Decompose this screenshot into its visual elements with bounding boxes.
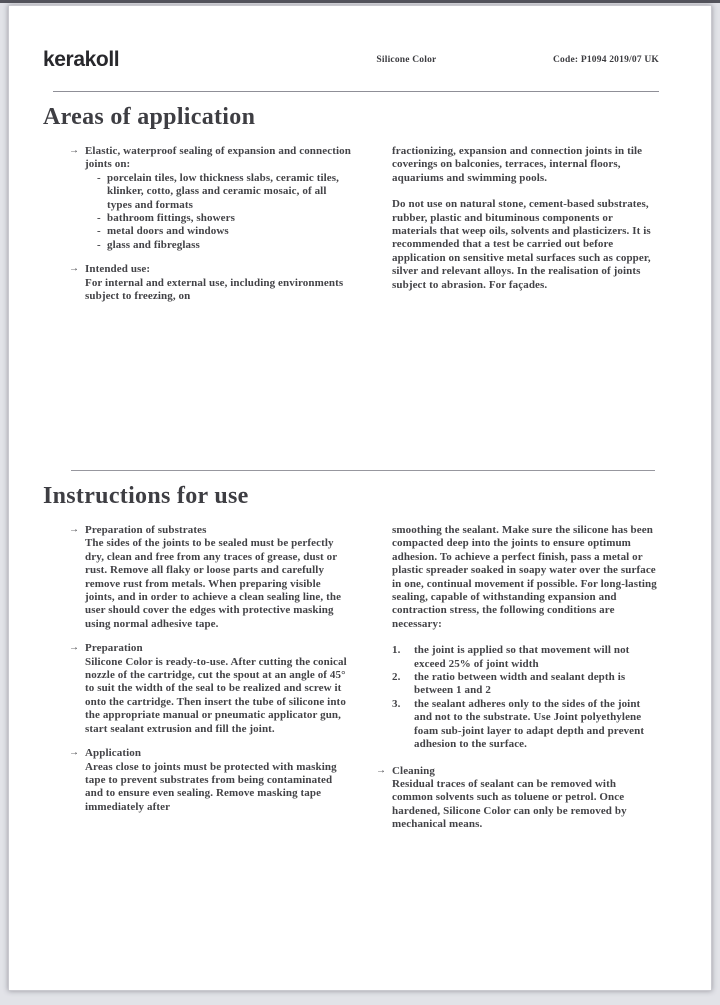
dash-text: glass and fibreglass [107, 238, 200, 251]
header-rule [53, 91, 659, 92]
dash-item [97, 172, 352, 212]
column-left [71, 145, 352, 314]
bullet-body: Areas close to joints must be protected with masking tape to prevent substrates from being contaminated and to ensure even sealing. Remove masking tape immediately after [85, 760, 337, 813]
bullet-item [71, 145, 352, 252]
dash-text: metal doors and windows [107, 225, 229, 238]
dash-item [97, 225, 352, 238]
dash-icon: - [97, 238, 101, 251]
item-number: 1. [392, 644, 401, 657]
section-title: Instructions for use [43, 483, 249, 509]
arrow-bullet-icon: → [69, 263, 80, 275]
bullet-body: Silicone Color is ready-to-use. After cutting the conical nozzle of the cartridge, cut the spout at an angle of 45° to suit the width of the seal to be realized and screw it onto the cartridge. Then insert the tube of silicone into the appropriate manual or pneumatic applicator gun, start sealant extrusion and fill the joint. [85, 655, 347, 735]
bullet-item [71, 642, 352, 736]
bullet-item [71, 263, 352, 303]
column-right [378, 524, 659, 843]
bullet-item [71, 747, 352, 814]
arrow-bullet-icon: → [69, 642, 80, 654]
numbered-item [392, 671, 659, 698]
bullet-label: Preparation [85, 642, 143, 655]
dash-icon: - [97, 171, 101, 184]
bullet-label: Application [85, 747, 142, 760]
two-column-body [71, 524, 659, 843]
column-left [71, 524, 352, 843]
arrow-bullet-icon: → [376, 764, 387, 776]
paragraph: fractionizing, expansion and connection joints in tile coverings on balconies, terraces, internal floors, aquariums and swimming pools. [392, 145, 643, 184]
dash-item [97, 239, 352, 252]
two-column-body [71, 145, 659, 314]
dash-icon: - [97, 212, 101, 225]
numbered-item [392, 698, 659, 752]
bullet-label: Intended use: [85, 263, 151, 276]
bullet-body: The sides of the joints to be sealed must be perfectly dry, clean and free from any traces of grease, dust or rust. Remove all flaky or loose parts and carefully remove rust from metals. When preparing visible joints, and in order to achieve a clean sealing line, the user should cover the edges with protective masking using normal adhesive tape. [85, 537, 342, 630]
bullet-body: Residual traces of sealant can be removed with common solvents such as toluene or petrol. Once hardened, Silicone Color can only be removed by mechanical means. [392, 777, 627, 831]
bullet-text: Elastic, waterproof sealing of expansion and connection joints on: [85, 145, 351, 171]
dash-list [97, 172, 352, 252]
dash-icon: - [97, 225, 101, 238]
section-areas-of-application [43, 102, 659, 470]
bullet-label: Cleaning [392, 764, 435, 777]
dash-text: porcelain tiles, low thickness slabs, ceramic tiles, klinker, cotto, glass and ceramic mosaic, of all types and formats [107, 171, 340, 211]
paragraph: Do not use on natural stone, cement-based substrates, rubber, plastic and bituminous components or materials that weep oils, solvents and plasticizers. It is recommended that a test be carried out before application on sensitive metal surfaces such as copper, silver and relevant alloys. In the realisation of joints subject to abrasion. For façades. [392, 198, 651, 291]
arrow-bullet-icon: → [69, 524, 80, 535]
item-text: the joint is applied so that movement will not exceed 25% of joint width [414, 644, 630, 670]
bullet-item [71, 524, 352, 631]
dash-item [97, 212, 352, 225]
column-right [378, 145, 659, 314]
kerakoll-logo: kerakoll [43, 48, 120, 71]
section-instructions-for-use [43, 481, 659, 843]
arrow-bullet-icon: → [69, 145, 80, 156]
header-document-code: Code: P1094 2019/07 UK [553, 55, 659, 65]
page-header [43, 46, 659, 74]
bullet-label: Preparation of substrates [85, 524, 207, 536]
dash-text: bathroom fittings, showers [107, 212, 235, 225]
bullet-body: For internal and external use, including environments subject to freezing, on [85, 276, 344, 303]
document-page [8, 5, 712, 991]
item-number: 2. [392, 671, 401, 684]
item-text: the sealant adheres only to the sides of the joint and not to the substrate. Use Joint polyethylene foam sub-joint layer to adapt depth and prevent adhesion to the surface. [414, 697, 645, 751]
section-divider-rule [71, 470, 655, 471]
item-number: 3. [392, 697, 401, 710]
numbered-item [392, 644, 659, 671]
bullet-item [378, 765, 659, 832]
header-product-name: Silicone Color [376, 55, 437, 65]
paragraph: smoothing the sealant. Make sure the silicone has been compacted deep into the joints to ensure optimum adhesion. To achieve a perfect finish, pass a metal or plastic spreader soaked in soapy water over the surface in one, continual movement if possible. For long-lasting sealing, capable of withstanding expansion and contraction stress, the following conditions are necessary: [392, 524, 657, 630]
arrow-bullet-icon: → [69, 747, 80, 759]
section-title: Areas of application [43, 104, 256, 130]
numbered-list [378, 644, 659, 751]
item-text: the ratio between width and sealant depth is between 1 and 2 [414, 671, 626, 697]
